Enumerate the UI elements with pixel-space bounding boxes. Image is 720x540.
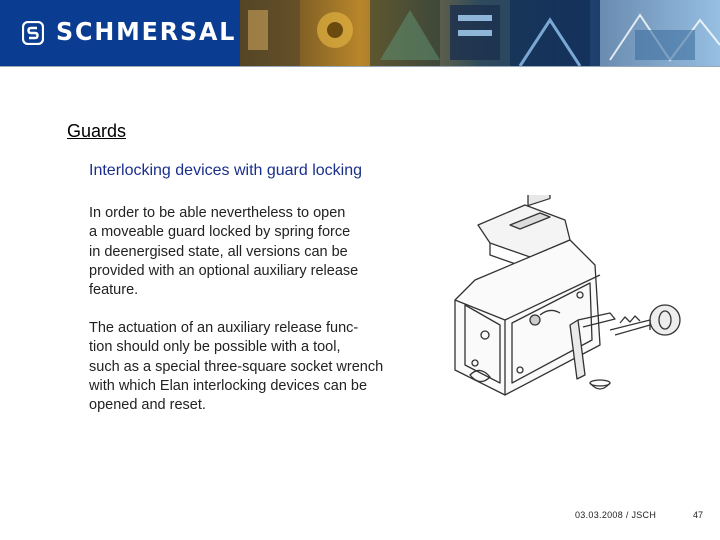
header-photo-collage — [240, 0, 720, 66]
slide-subtitle: Interlocking devices with guard locking — [89, 162, 363, 179]
interlock-device-illustration — [450, 195, 685, 425]
header-divider — [0, 66, 720, 67]
schmersal-s-logo-icon — [22, 21, 44, 45]
body-paragraph-1: In order to be able nevertheless to open a moveable guard locked by spring force in deenergised state, all versions can be provided with an optional auxiliary release feature. — [89, 205, 359, 299]
footer-date: 03.03.2008 / JSCH — [575, 510, 657, 520]
brand-block — [0, 0, 240, 66]
page-number: 47 — [693, 510, 704, 520]
header-banner — [0, 0, 720, 66]
body-paragraph-2: The actuation of an auxiliary release func- tion should only be possible with a tool, such as a special three-square socket wrench with which Elan interlocking devices can be opened and reset. — [89, 320, 384, 414]
slide-title: Guards — [67, 121, 127, 141]
brand-name: SCHMERSAL — [56, 17, 237, 46]
